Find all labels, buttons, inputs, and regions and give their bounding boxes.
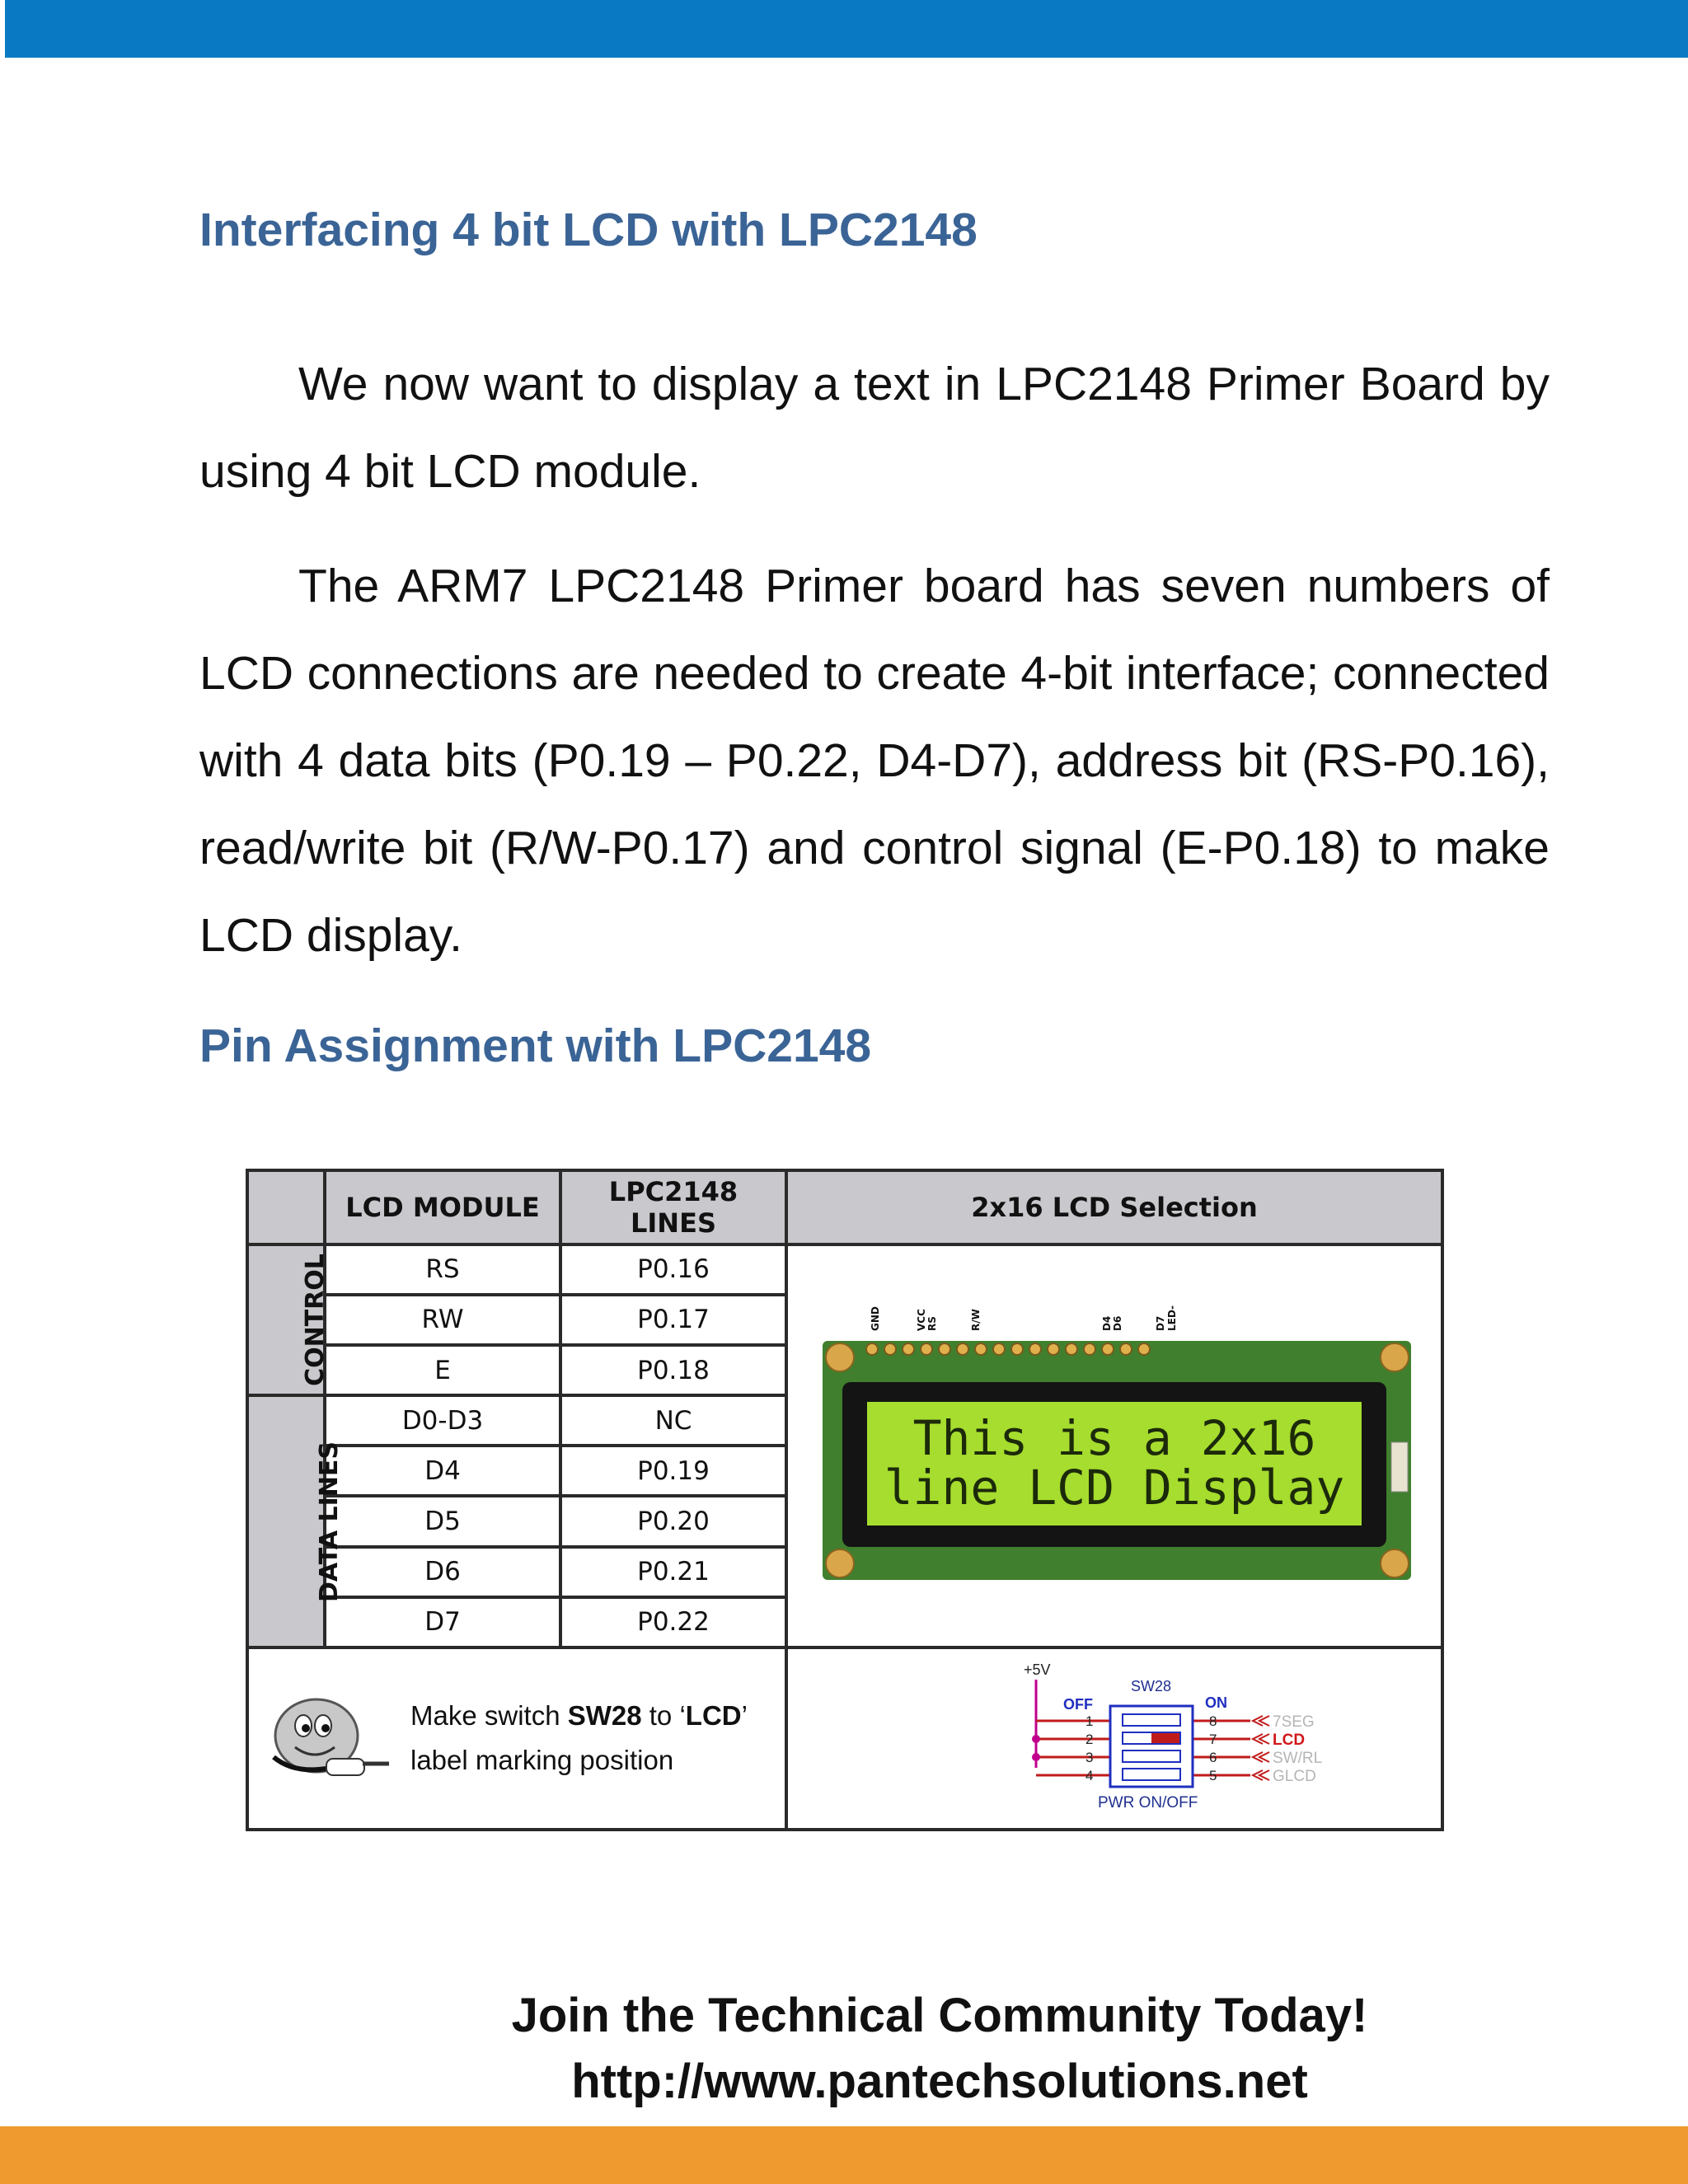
cell-lpc: P0.16 bbox=[560, 1244, 786, 1295]
col-header-lcd-module: LCD MODULE bbox=[325, 1170, 560, 1244]
left-pin: 3 bbox=[1085, 1750, 1094, 1766]
footer-url[interactable]: http://www.pantechsolutions.net bbox=[571, 2055, 1308, 2108]
cell-lpc: P0.21 bbox=[560, 1547, 786, 1597]
section-heading-pin-assignment: Pin Assignment with LPC2148 bbox=[199, 1019, 872, 1072]
pin-label: RS bbox=[926, 1316, 938, 1332]
mounting-hole bbox=[1381, 1343, 1409, 1371]
table-header-row bbox=[247, 1170, 1442, 1244]
switch-footer-label: PWR ON/OFF bbox=[1098, 1794, 1198, 1812]
cell-lpc: P0.17 bbox=[560, 1295, 786, 1345]
cell-lcd: RS bbox=[325, 1244, 560, 1295]
output-label-lcd: LCD bbox=[1273, 1732, 1306, 1750]
switch-note-cell bbox=[247, 1647, 786, 1830]
mounting-hole bbox=[826, 1549, 854, 1577]
group-label-control: CONTROL bbox=[247, 1244, 325, 1395]
cell-lpc: P0.19 bbox=[560, 1446, 786, 1496]
left-pin: 1 bbox=[1085, 1713, 1094, 1730]
cell-lcd: D0-D3 bbox=[325, 1395, 560, 1446]
switch-note bbox=[249, 1693, 785, 1783]
cell-lcd: D6 bbox=[325, 1547, 560, 1597]
top-banner bbox=[5, 0, 1688, 58]
cell-lcd: D4 bbox=[325, 1446, 560, 1496]
pin-label: VCC bbox=[916, 1309, 927, 1332]
pin-label: D4 bbox=[1101, 1315, 1113, 1332]
col-header-lcd-selection: 2x16 LCD Selection bbox=[786, 1170, 1442, 1244]
dip-switch-schematic bbox=[900, 1657, 1329, 1813]
table-header-corner bbox=[247, 1170, 325, 1244]
vcc-label: +5V bbox=[1024, 1661, 1051, 1679]
mounting-hole bbox=[1381, 1549, 1409, 1577]
table-footer-row bbox=[247, 1647, 1442, 1830]
off-label: OFF bbox=[1063, 1696, 1093, 1713]
on-label: ON bbox=[1205, 1694, 1227, 1712]
pin-label: R/W bbox=[970, 1309, 982, 1332]
cell-lcd: D7 bbox=[325, 1597, 560, 1647]
switch-note-text: Make switch SW28 to ‘LCD’ label marking position bbox=[410, 1700, 748, 1776]
cell-lcd: RW bbox=[325, 1295, 560, 1345]
output-label: GLCD bbox=[1273, 1768, 1316, 1786]
mascot-pointing-icon bbox=[269, 1693, 392, 1783]
switch-diagram-cell bbox=[786, 1647, 1442, 1830]
right-pin: 5 bbox=[1209, 1768, 1217, 1784]
right-pin: 7 bbox=[1209, 1732, 1217, 1748]
cell-lpc: P0.22 bbox=[560, 1597, 786, 1647]
lcd-line-2: line LCD Display bbox=[884, 1460, 1345, 1516]
col-header-lpc-lines: LPC2148 LINES bbox=[560, 1170, 786, 1244]
pin-label: LED- bbox=[1166, 1305, 1178, 1332]
backlight-connector bbox=[1391, 1442, 1408, 1492]
lcd-line-1: This is a 2x16 bbox=[912, 1410, 1316, 1467]
pin-assignment-table bbox=[246, 1169, 1444, 1831]
cell-lpc: P0.20 bbox=[560, 1496, 786, 1546]
table-row bbox=[247, 1244, 1442, 1295]
pin-label: D7 bbox=[1155, 1315, 1166, 1332]
lcd-module-illustration bbox=[818, 1298, 1411, 1586]
intro-paragraph: We now want to display a text in LPC2148 Primer Board by using 4 bit LCD module. bbox=[199, 358, 1550, 498]
group-label-data-lines: DATA LINES bbox=[247, 1395, 325, 1647]
output-label: 7SEG bbox=[1273, 1713, 1315, 1732]
left-pin: 4 bbox=[1085, 1768, 1094, 1784]
lcd-image-cell bbox=[786, 1244, 1442, 1647]
switch-name: SW28 bbox=[1131, 1678, 1172, 1695]
description-paragraph: The ARM7 LPC2148 Primer board has seven numbers of LCD connections are needed to create 4-bit interface; connected with 4 data bits (P0.19 – P0.22, D4-D7), address bit (RS-P0.16), read/write bit (R/W-P0.17) and control signal (E-P0.18) to make LCD display. bbox=[199, 560, 1550, 962]
cell-lcd: E bbox=[325, 1345, 560, 1395]
output-label: SW/RL bbox=[1273, 1750, 1323, 1768]
cell-lpc: NC bbox=[560, 1395, 786, 1446]
cell-lcd: D5 bbox=[325, 1496, 560, 1546]
section-heading-interfacing: Interfacing 4 bit LCD with LPC2148 bbox=[199, 204, 978, 256]
switch-lever-lcd bbox=[1151, 1733, 1179, 1743]
right-pin: 8 bbox=[1209, 1713, 1217, 1730]
bottom-banner bbox=[0, 2126, 1688, 2184]
right-pin: 6 bbox=[1209, 1750, 1217, 1766]
left-pin: 2 bbox=[1085, 1732, 1094, 1748]
footer-tagline: Join the Technical Community Today! bbox=[511, 1989, 1368, 2042]
pin-label: GND bbox=[870, 1306, 881, 1332]
mounting-hole bbox=[826, 1343, 854, 1371]
cell-lpc: P0.18 bbox=[560, 1345, 786, 1395]
pin-label: D6 bbox=[1112, 1315, 1123, 1332]
